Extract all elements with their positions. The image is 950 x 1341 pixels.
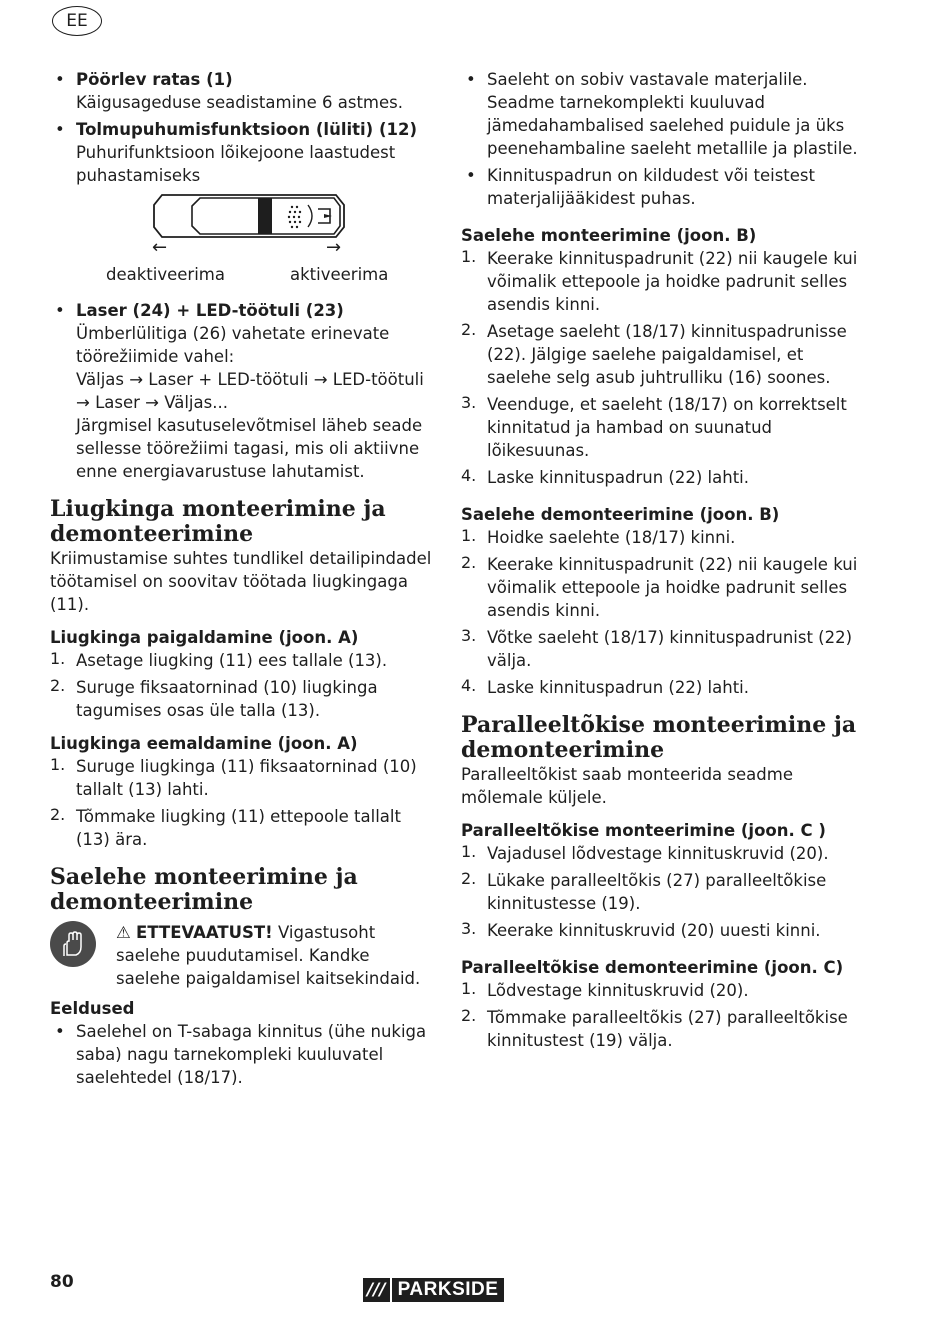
bullet-text: Väljas → Laser + LED-töötuli → LED-töötuli → Laser → Väljas... (76, 370, 424, 412)
list-item: 2. Lükake paralleeltõkis (27) paralleeltõkise kinnitustesse (19). (461, 869, 827, 913)
paragraph: Kriimustamise suhtes tundlikel detailipindadel töötamisel on soovitav töötada liugkingaga (11). (50, 549, 432, 614)
language-badge: EE (52, 6, 102, 36)
brand-logo (363, 1278, 504, 1302)
bullet-title: • Pöörlev ratas (1) (76, 70, 233, 89)
bullet-dust-blower (50, 118, 435, 187)
list-item: 2. Asetage saeleht (18/17) kinnituspadrunisse (22). Jälgige saelehe paigaldamisel, et saelehe selg asub juhtrulliku (16) soones. (461, 320, 847, 387)
logo-text: PARKSIDE (392, 1278, 505, 1302)
bullet-text: Ümberlülitiga (26) vahetate erinevate töörežiimide vahel: (76, 324, 390, 366)
bullet-title: • Tolmupuhumisfunktsioon (lüliti) (12) (76, 120, 418, 139)
bullet-text: Puhurifunktsioon lõikejoone laastudest puhastamiseks (76, 143, 396, 185)
label-deactivate: deaktiveerima (106, 265, 225, 284)
subheading-shoe-remove: Liugkinga eemaldamine (joon. A) (50, 734, 358, 753)
bullet-laser-led (50, 299, 435, 483)
arrow-right-icon: → (326, 237, 342, 258)
list-item: 3. Keerake kinnituskruvid (20) uuesti kinni. (461, 919, 821, 940)
list-item: 1. Hoidke saelehte (18/17) kinni. (461, 526, 736, 547)
list-item: 4. Laske kinnituspadrun (22) lahti. (461, 676, 749, 697)
page-number: 80 (50, 1272, 74, 1292)
label-activate: aktiveerima (290, 265, 389, 284)
subheading-blade-dismount: Saelehe demonteerimine (joon. B) (461, 505, 780, 524)
list-item: 2. Keerake kinnituspadrunit (22) nii kaugele kui võimalik ettepoole ja hoidke padrunit selles asendis kinni. (461, 553, 858, 620)
section-heading-shoe: Liugkinga monteerimine ja demonteerimine (50, 496, 386, 547)
subheading-shoe-install: Liugkinga paigaldamine (joon. A) (50, 628, 359, 647)
list-item: 1. Vajadusel lõdvestage kinnituskruvid (20). (461, 842, 829, 863)
section-heading-blade: Saelehe monteerimine ja demonteerimine (50, 864, 358, 915)
subheading-blade-mount: Saelehe monteerimine (joon. B) (461, 226, 757, 245)
warning-block (50, 921, 435, 991)
list-item: 1. Keerake kinnituspadrunit (22) nii kaugele kui võimalik ettepoole ja hoidke padrunit selles asendis kinni. (461, 247, 858, 314)
list-item: 2. Tõmmake paralleeltõkis (27) paralleeltõkise kinnitustest (19) välja. (461, 1006, 848, 1050)
list-item: • Saeleht on sobiv vastavale materjalile. Seadme tarnekomplekti kuuluvad jämedahambalised saelehed puidule ja üks peenehambaline saeleht metallile ja plastile. (461, 68, 861, 160)
subheading-fence-mount: Paralleeltõkise monteerimine (joon. C ) (461, 821, 826, 840)
blower-switch-figure (76, 193, 389, 295)
paragraph: Paralleeltõkist saab monteerida seadme mõlemale küljele. (461, 765, 793, 807)
list-item: • Saelehel on T-sabaga kinnitus (ühe nukiga saba) nagu tarnekompleki kuuluvatel saelehtedel (18/17). (50, 1020, 435, 1089)
section-heading-fence: Paralleeltõkise monteerimine ja demonteerimine (461, 712, 857, 763)
bullet-text: Järgmisel kasutuselevõtmisel läheb seade sellesse töörežiimi tagasi, mis oli aktiivne enne energiavarustuse lahutamist. (76, 416, 423, 481)
list-item: 3. Veenduge, et saeleht (18/17) on korrektselt kinnitatud ja hambad on suunatud lõikesuunas. (461, 393, 847, 460)
warning-triangle-icon: ⚠ (116, 923, 131, 942)
left-column (50, 68, 435, 1089)
list-item: 4. Laske kinnituspadrun (22) lahti. (461, 466, 749, 487)
bullet-title: • Laser (24) + LED-töötuli (23) (76, 301, 344, 320)
right-column (461, 68, 861, 1052)
list-item: 3. Võtke saeleht (18/17) kinnituspadrunist (22) välja. (461, 626, 853, 670)
list-item: 1. Lõdvestage kinnituskruvid (20). (461, 979, 749, 1000)
list-item: 1. Suruge liugkinga (11) fiksaatorninad (10) tallalt (13) lahti. (50, 755, 417, 799)
list-item: 2. Tõmmake liugking (11) ettepoole tallalt (13) ära. (50, 805, 401, 849)
warning-text: Vigastusoht saelehe puudutamisel. Kandke saelehe paigaldamisel kaitsekindaid. (116, 923, 421, 988)
list-item: 2. Suruge fiksaatorninad (10) liugkinga tagumises osas üle talla (13). (50, 676, 378, 720)
bullet-text: Käigusageduse seadistamine 6 astmes. (76, 93, 404, 112)
list-item: • Kinnituspadrun on kildudest või teistest materjalijääkidest puhas. (461, 164, 861, 210)
warning-label: ETTEVAATUST! (136, 923, 273, 942)
list-item: 1. Asetage liugking (11) ees tallale (13). (50, 649, 388, 670)
switch-icon (152, 193, 346, 239)
bullet-rotary-wheel (50, 68, 435, 114)
logo-slashes: /// (363, 1278, 390, 1302)
arrow-left-icon: ← (152, 237, 168, 258)
gloves-icon (50, 921, 96, 967)
subheading-fence-dismount: Paralleeltõkise demonteerimine (joon. C) (461, 958, 844, 977)
subheading-prerequisites: Eeldused (50, 999, 135, 1018)
